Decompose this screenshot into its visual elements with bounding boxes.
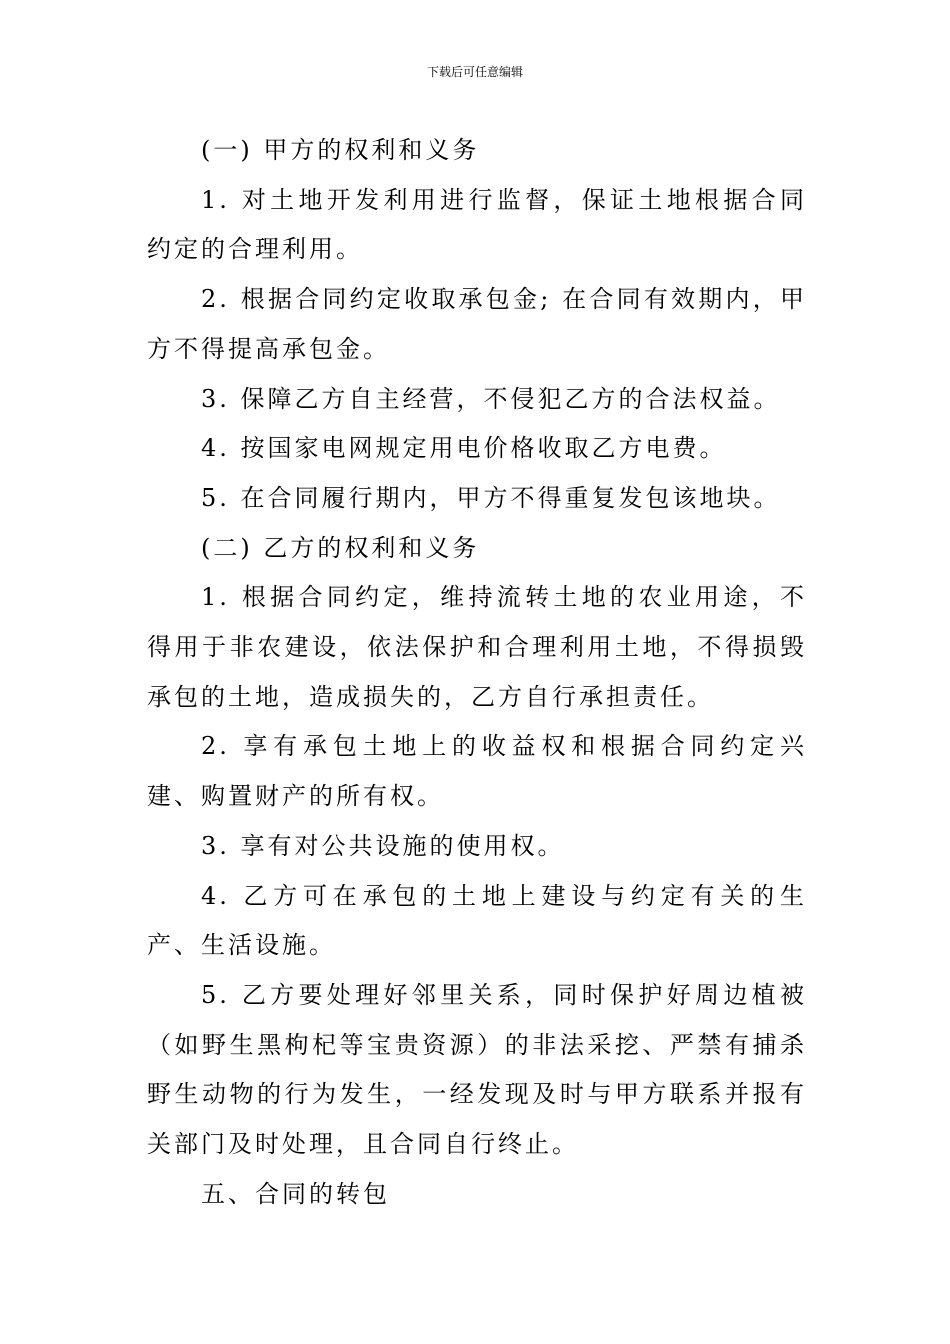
paragraph: 3. 保障乙方自主经营，不侵犯乙方的合法权益。 <box>201 384 781 413</box>
section-heading-party-b: (二) 乙方的权利和义务 <box>201 533 480 562</box>
paragraph: 4. 按国家电网规定用电价格收取乙方电费。 <box>201 434 727 463</box>
paragraph: 5. 乙方要处理好邻里关系，同时保护好周边植被（如野生黑枸杞等宝贵资源）的非法采挖、严禁有捕杀野生动物的行为发生，一经发现及时与甲方联系并报有关部门及时处理，且合同自行终止。 <box>147 980 807 1159</box>
section-heading-subcontract: 五、合同的转包 <box>201 1179 390 1208</box>
paragraph: 1. 对土地开发利用进行监督，保证土地根据合同约定的合理利用。 <box>147 185 807 264</box>
paragraph: 1. 根据合同约定，维持流转土地的农业用途，不得用于非农建设，依法保护和合理利用土地，不得损毁承包的土地，造成损失的，乙方自行承担责任。 <box>147 583 807 711</box>
paragraph: 3. 享有对公共设施的使用权。 <box>201 831 565 860</box>
paragraph: 4. 乙方可在承包的土地上建设与约定有关的生产、生活设施。 <box>147 881 807 960</box>
paragraph: 2. 享有承包土地上的收益权和根据合同约定兴建、购置财产的所有权。 <box>147 732 807 811</box>
paragraph: 2. 根据合同约定收取承包金; 在合同有效期内，甲方不得提高承包金。 <box>147 285 807 363</box>
paragraph: 5. 在合同履行期内，甲方不得重复发包该地块。 <box>201 483 781 512</box>
section-heading-party-a: (一) 甲方的权利和义务 <box>201 136 480 164</box>
document-body <box>147 126 807 1219</box>
page-header: 下载后可任意编辑 <box>426 65 523 79</box>
